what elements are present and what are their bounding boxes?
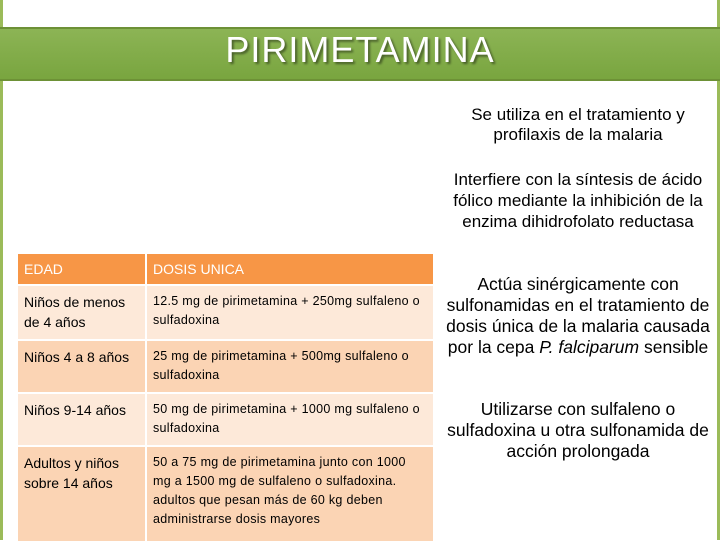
note-sinergia-species: P. falciparum [539, 337, 640, 357]
header-dosis: DOSIS UNICA [146, 254, 434, 285]
cell-edad: Adultos y niños sobre 14 años [18, 446, 146, 541]
cell-edad: Niños 4 a 8 años [18, 340, 146, 393]
note-mecanismo: Interfiere con la síntesis de ácido fólico mediante la inhibición de la enzima dihidrofolato reductasa [453, 170, 703, 231]
table-header-row [18, 254, 434, 285]
cell-dosis: 50 mg de pirimetamina + 1000 mg sulfaleno o sulfadoxina [146, 393, 434, 446]
header-edad: EDAD [18, 254, 146, 285]
cell-dosis: 25 mg de pirimetamina + 500mg sulfaleno o sulfadoxina [146, 340, 434, 393]
table-row [18, 446, 434, 541]
note-sinergia [438, 274, 718, 358]
cell-edad: Niños 9-14 años [18, 393, 146, 446]
table-row [18, 340, 434, 393]
cell-dosis: 50 a 75 mg de pirimetamina junto con 1000 mg a 1500 mg de sulfaleno o sulfadoxina. adultos que pesan más de 60 kg deben administrarse dosis mayores [146, 446, 434, 541]
cell-edad: Niños de menos de 4 años [18, 285, 146, 340]
table-row [18, 393, 434, 446]
note-combinacion: Utilizarse con sulfaleno o sulfadoxina u otra sulfonamida de acción prolongada [447, 399, 709, 461]
note-sinergia-text: Actúa sinérgicamente con sulfonamidas en el tratamiento de dosis única de la malaria causada por la cepa [446, 274, 710, 357]
slide-title: PIRIMETAMINA [225, 29, 495, 70]
note-uso: Se utiliza en el tratamiento y profilaxis de la malaria [471, 105, 685, 144]
dosage-table [18, 254, 435, 541]
note-sinergia-end: sensible [639, 337, 709, 357]
table-row [18, 285, 434, 340]
cell-dosis: 12.5 mg de pirimetamina + 250mg sulfaleno o sulfadoxina [146, 285, 434, 340]
